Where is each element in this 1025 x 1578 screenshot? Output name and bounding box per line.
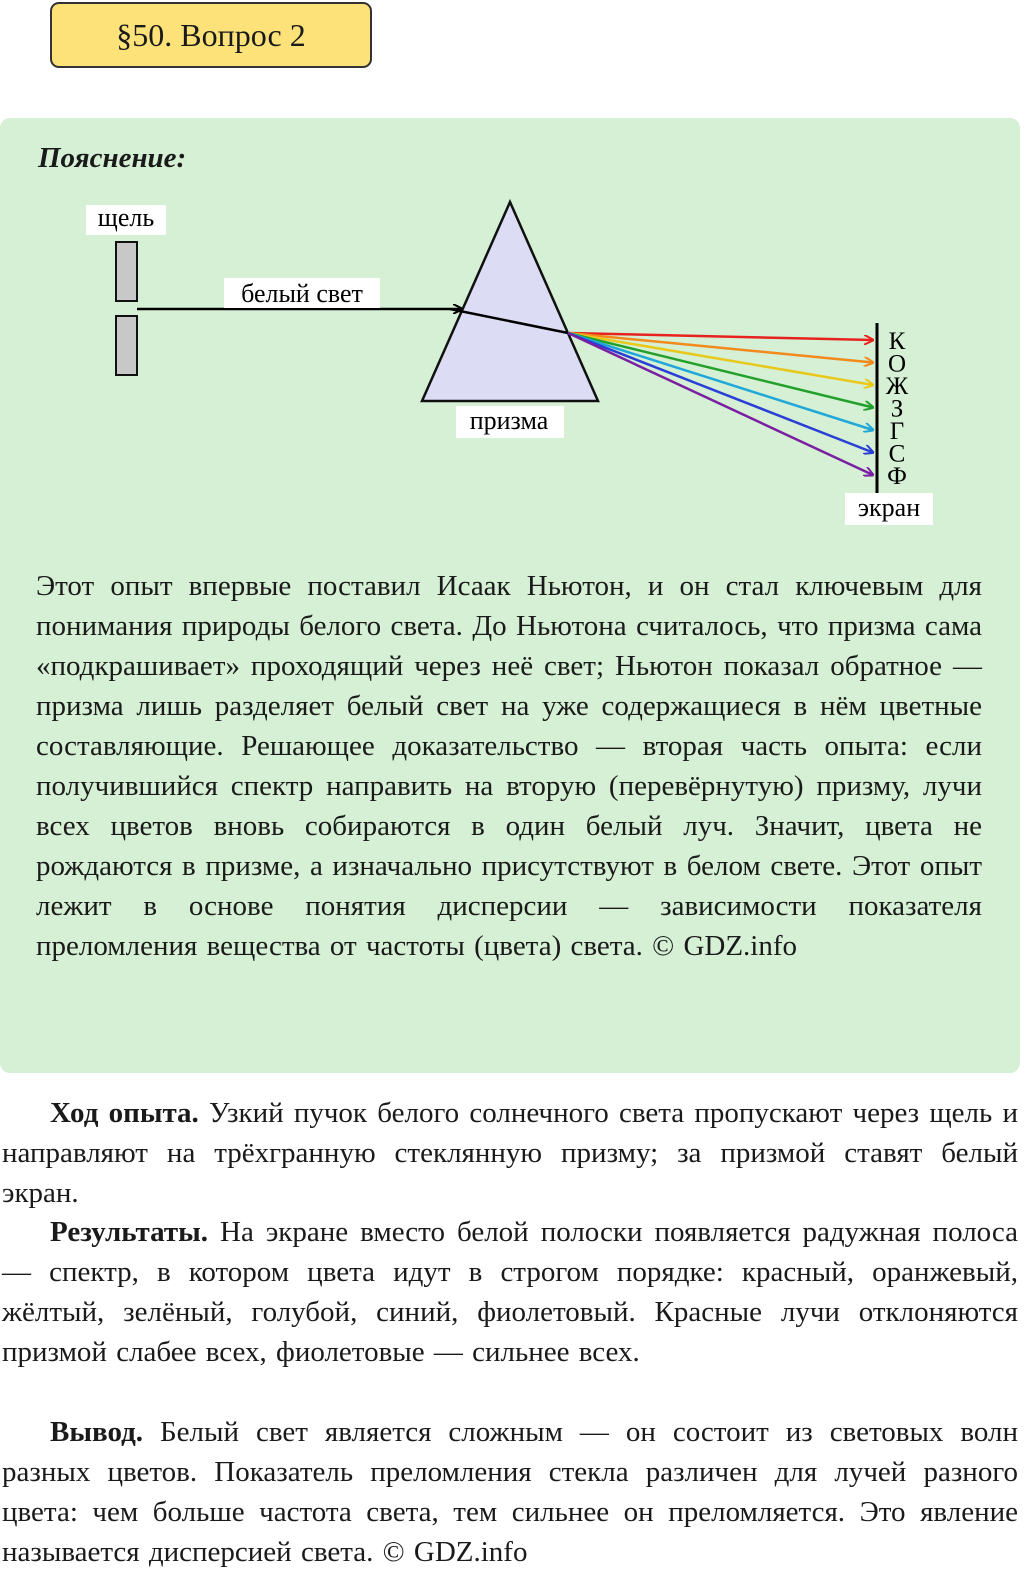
section-procedure <box>2 1093 1018 1213</box>
section-results-text: На экране вместо белой полоски появляется радужная полоса — спектр, в котором цвета идут в строгом порядке: красный, оранжевый, жёлтый, зелёный, голубой, синий, фиолетовый. Красные лучи отклоняются призмой слабее всех, фиолетовые — сильнее всех. <box>2 1216 1018 1368</box>
screen-label: экран <box>857 493 921 522</box>
explanation-text: Этот опыт впервые поставил Исаак Ньютон, и он стал ключевым для понимания природы белого света. До Ньютона считалось, что призма сама «подкрашивает» проходящий через неё свет; Ньютон показал обратное — призма лишь разделяет белый свет на уже содержащиеся в нём цветные составляющие. Решающее доказательство — вторая часть опыта: если получившийся спектр направить на вторую (перевёрнутую) призму, лучи всех цветов вновь собираются в один белый луч. Значит, цвета не рождаются в призме, а изначально присутствуют в белом свете. Этот опыт лежит в основе понятия дисперсии — зависимости показателя преломления вещества от частоты (цвета) света. © GDZ.info <box>36 570 982 962</box>
section-results-label: Результаты. <box>50 1216 209 1248</box>
prism <box>422 202 598 401</box>
section-procedure-label: Ход опыта. <box>50 1097 199 1129</box>
slit-label: щель <box>97 203 155 232</box>
spectrum-ray <box>568 333 873 475</box>
spectrum-letter: Г <box>889 418 905 445</box>
section-conclusion-label: Вывод. <box>50 1416 144 1448</box>
section-conclusion-text: Белый свет является сложным — он состоит из световых волн разных цветов. Показатель преломления стекла различен для лучей разного цвета: чем больше частота света, тем сильнее он преломляется. Это явление называется дисперсией света. © GDZ.info <box>2 1416 1018 1568</box>
spectrum-letter: Ф <box>887 463 907 490</box>
spectrum-letters <box>886 328 909 490</box>
spectrum-letter: З <box>890 395 904 423</box>
spectrum-letter: С <box>888 440 906 468</box>
slit-lower-bar <box>116 316 137 375</box>
section-procedure-text: Узкий пучок белого солнечного света пропускают через щель и направляют на трёхгранную стеклянную призму; за призмой ставят белый экран. <box>2 1097 1018 1209</box>
spectrum-letter: К <box>888 328 906 355</box>
section-results <box>2 1212 1018 1372</box>
prism-label: призма <box>469 406 549 435</box>
spectrum-letter: Ж <box>885 373 909 400</box>
spectrum-rays <box>568 333 873 475</box>
page-title: §50. Вопрос 2 <box>50 2 372 68</box>
spectrum-ray <box>568 333 873 453</box>
slit-upper-bar <box>116 242 137 301</box>
spectrum-ray <box>568 333 873 408</box>
prism-diagram <box>0 190 1000 540</box>
section-conclusion <box>2 1412 1018 1572</box>
beam-label: белый свет <box>241 279 363 308</box>
explanation-heading: Пояснение: <box>38 142 187 174</box>
spectrum-letter: О <box>887 350 907 378</box>
